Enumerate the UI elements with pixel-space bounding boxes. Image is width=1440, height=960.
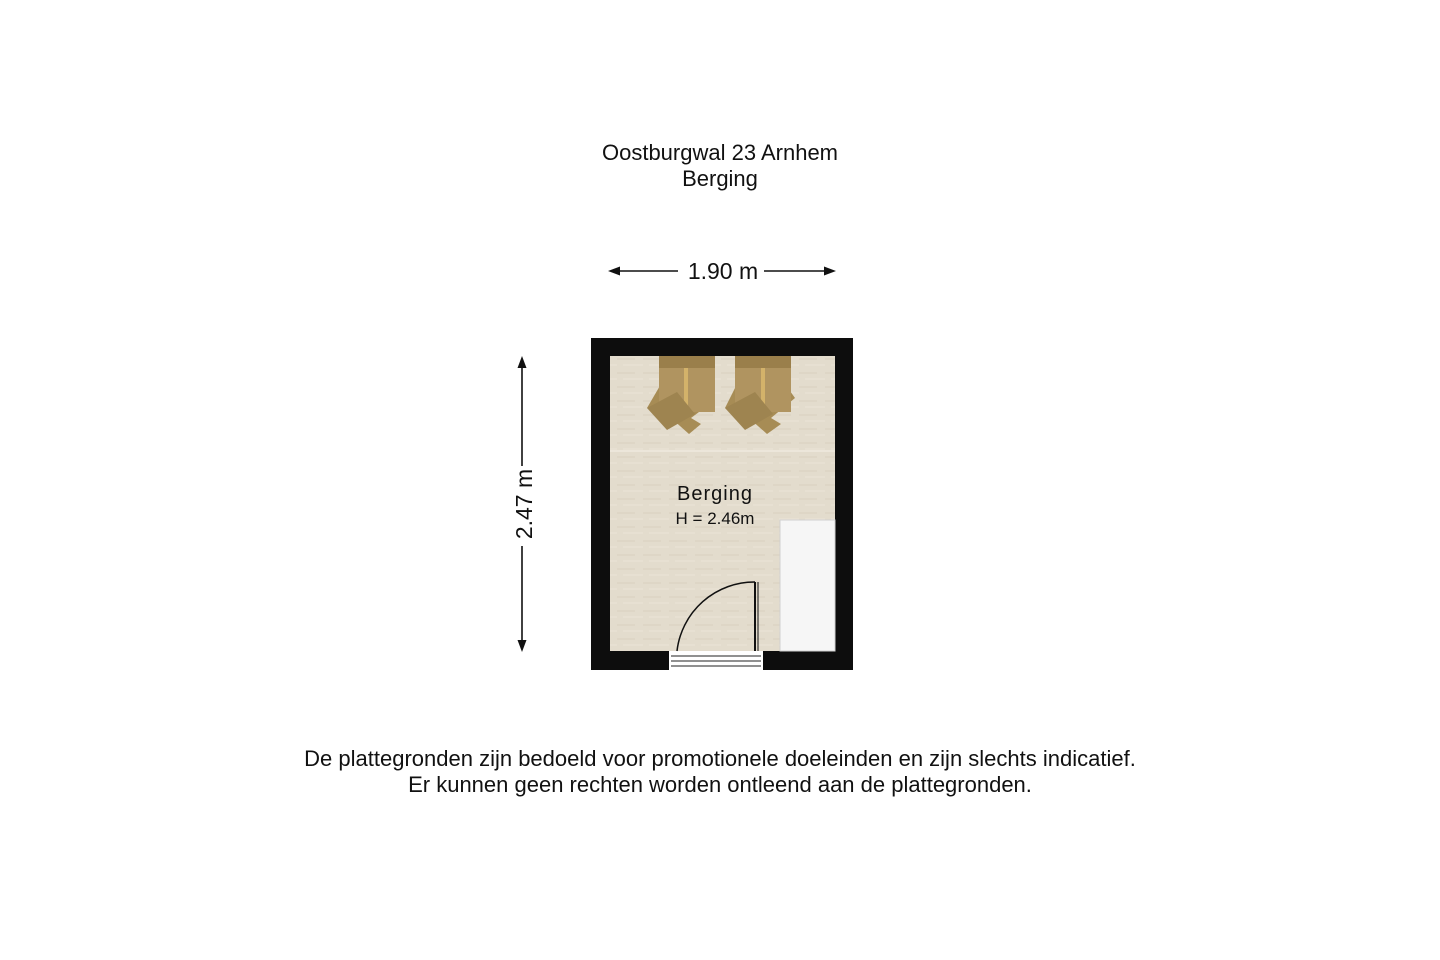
disclaimer-line: Er kunnen geen rechten worden ontleend aan de plattegronden. — [408, 772, 1032, 797]
width-dimension-label: 1.90 m — [687, 258, 759, 284]
address-title: Oostburgwal 23 Arnhem — [601, 140, 839, 165]
length-dimension-label: 2.47 m — [511, 468, 537, 540]
disclaimer — [0, 746, 1440, 798]
floorplan-title — [0, 140, 1440, 192]
floor-title: Berging — [682, 166, 758, 191]
room-height-label: H = 2.46m — [675, 509, 755, 528]
room-name-label: Berging — [677, 483, 753, 505]
disclaimer-line: De plattegronden zijn bedoeld voor promotionele doeleinden en zijn slechts indicatief. — [304, 746, 1136, 771]
cabinet-icon — [780, 520, 835, 651]
